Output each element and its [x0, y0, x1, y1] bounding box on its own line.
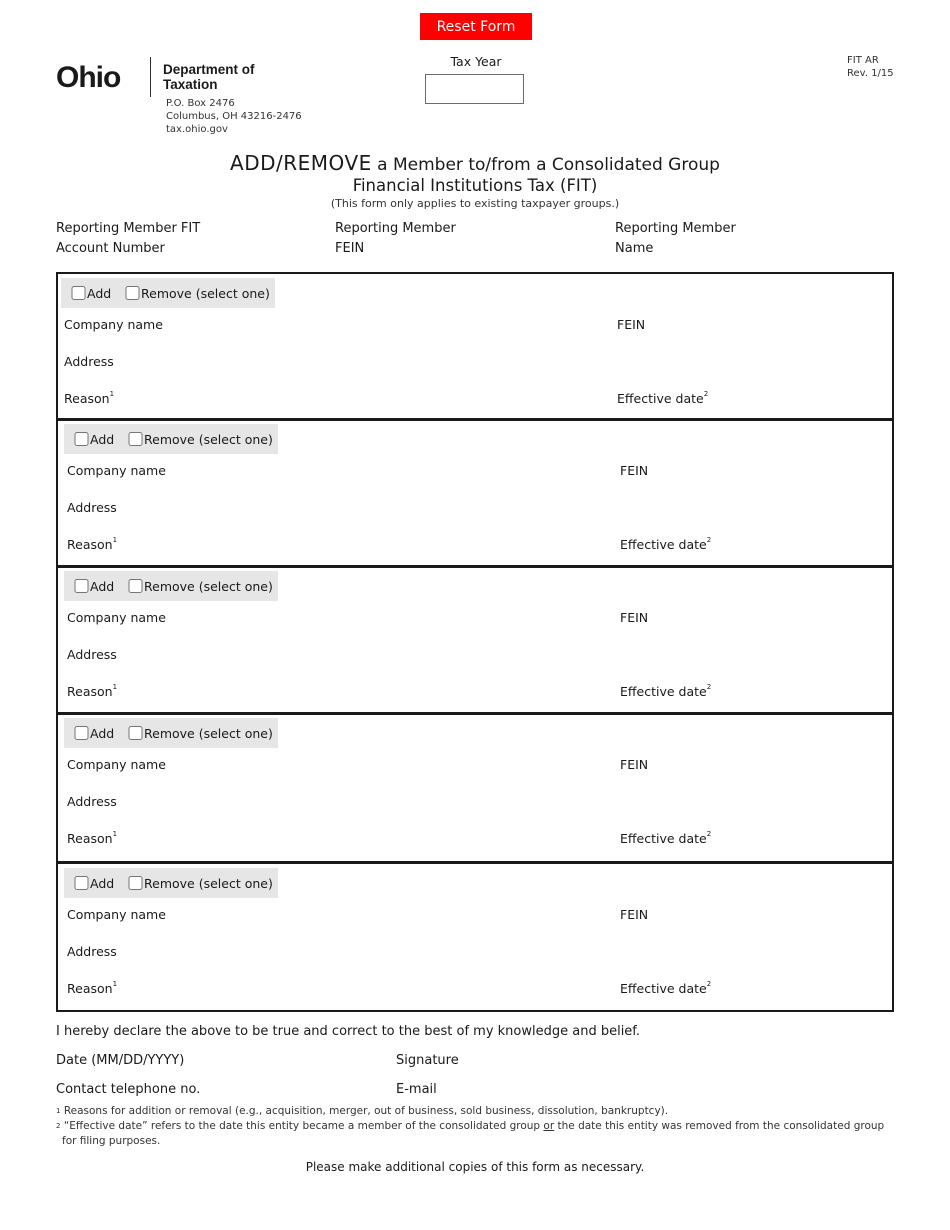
add-remove-selector [64, 571, 278, 601]
add-remove-selector [64, 868, 278, 898]
company-name-input[interactable] [169, 458, 608, 475]
effective-date-label [620, 981, 711, 996]
footnote-2 [56, 1119, 906, 1134]
remove-label: Remove (select one) [141, 286, 270, 301]
address-line3: tax.ohio.gov [166, 124, 228, 135]
company-name-label: Company name [67, 757, 166, 772]
department-line1: Department of [163, 62, 255, 77]
effective-date-label-text: Effective date [620, 831, 707, 846]
member-block [58, 274, 892, 420]
add-remove-selector [61, 278, 275, 308]
reporting-fein-label-line1: Reporting Member [335, 221, 456, 236]
reason-input[interactable] [120, 532, 608, 549]
effective-date-label [617, 391, 708, 406]
company-name-input[interactable] [169, 605, 608, 622]
copies-note: Please make additional copies of this form as necessary. [305, 1160, 645, 1174]
add-checkbox[interactable] [71, 286, 86, 300]
reason-label [67, 684, 117, 699]
address-input[interactable] [120, 495, 887, 512]
reason-label [67, 537, 117, 552]
remove-checkbox[interactable] [128, 579, 143, 593]
remove-label: Remove (select one) [144, 432, 273, 447]
department-address [166, 97, 302, 136]
footnote-2-continued: for filing purposes. [62, 1135, 161, 1147]
company-name-input[interactable] [166, 312, 605, 329]
add-label: Add [90, 432, 115, 447]
member-fein-input[interactable] [653, 902, 887, 919]
remove-label: Remove (select one) [144, 876, 273, 891]
company-name-label: Company name [67, 463, 166, 478]
footnote-1 [56, 1104, 668, 1119]
footnote-1-number: 1 [56, 1107, 61, 1115]
member-block [58, 567, 892, 713]
add-checkbox[interactable] [74, 726, 89, 740]
company-name-label: Company name [64, 317, 163, 332]
reason-footnote-marker: 1 [112, 683, 118, 691]
member-fein-input[interactable] [650, 312, 884, 329]
address-input[interactable] [120, 642, 887, 659]
footnote-2-text-b: the date this entity was removed from the consolidated group [554, 1120, 885, 1132]
reason-label-text: Reason [67, 831, 113, 846]
effective-date-footnote-marker: 2 [706, 683, 712, 691]
ohio-logo: Ohio [56, 61, 121, 94]
reason-label [67, 831, 117, 846]
phone-input[interactable] [205, 1080, 390, 1097]
member-fein-label: FEIN [620, 610, 649, 625]
address-label: Address [67, 794, 117, 809]
company-name-label: Company name [67, 610, 166, 625]
reporting-name-input[interactable] [655, 239, 893, 256]
effective-date-input[interactable] [713, 976, 887, 993]
tax-year-input[interactable] [425, 74, 524, 104]
reporting-name-label-line1: Reporting Member [615, 221, 736, 236]
effective-date-footnote-marker: 2 [703, 390, 709, 398]
effective-date-label [620, 537, 711, 552]
logo-divider [150, 57, 151, 97]
add-checkbox[interactable] [74, 432, 89, 446]
reason-footnote-marker: 1 [112, 830, 118, 838]
department-line2: Taxation [163, 77, 218, 92]
footnote-2-text-a: “Effective date” refers to the date this entity became a member of the consolidated group [63, 1120, 544, 1132]
reason-input[interactable] [120, 679, 608, 696]
member-fein-input[interactable] [653, 752, 887, 769]
address-label: Address [67, 944, 117, 959]
reporting-account-label-line1: Reporting Member FIT [56, 221, 201, 236]
members-box [56, 272, 894, 1012]
effective-date-label-text: Effective date [620, 537, 707, 552]
effective-date-input[interactable] [713, 679, 887, 696]
reporting-fein-label-line2: FEIN [335, 241, 365, 256]
effective-date-label [620, 684, 711, 699]
add-label: Add [90, 876, 115, 891]
address-label: Address [67, 647, 117, 662]
member-fein-input[interactable] [653, 605, 887, 622]
effective-date-input[interactable] [713, 532, 887, 549]
add-label: Add [87, 286, 112, 301]
remove-label: Remove (select one) [144, 726, 273, 741]
remove-checkbox[interactable] [128, 726, 143, 740]
address-input[interactable] [117, 349, 884, 366]
form-revision: Rev. 1/15 [847, 68, 894, 79]
add-label: Add [90, 579, 115, 594]
add-checkbox[interactable] [74, 876, 89, 890]
form-title-rest: a Member to/from a Consolidated Group [371, 155, 720, 175]
reason-footnote-marker: 1 [112, 980, 118, 988]
effective-date-input[interactable] [710, 386, 884, 403]
add-checkbox[interactable] [74, 579, 89, 593]
company-name-input[interactable] [169, 752, 608, 769]
reason-footnote-marker: 1 [109, 390, 115, 398]
reporting-fein-input[interactable] [369, 239, 610, 256]
footnote-2-or: or [543, 1120, 555, 1132]
reason-label [64, 391, 114, 406]
effective-date-label [620, 831, 711, 846]
member-fein-label: FEIN [620, 463, 649, 478]
phone-label: Contact telephone no. [56, 1082, 201, 1097]
reason-footnote-marker: 1 [112, 536, 118, 544]
reason-label-text: Reason [67, 537, 113, 552]
form-identifier [847, 54, 894, 80]
reason-label-text: Reason [64, 391, 110, 406]
company-name-label: Company name [67, 907, 166, 922]
member-fein-label: FEIN [620, 907, 649, 922]
reason-label [67, 981, 117, 996]
reporting-account-label-line2: Account Number [56, 241, 165, 256]
member-fein-label: FEIN [620, 757, 649, 772]
reporting-name-label-line2: Name [615, 241, 654, 256]
effective-date-input[interactable] [713, 826, 887, 843]
member-fein-label: FEIN [617, 317, 646, 332]
effective-date-footnote-marker: 2 [706, 980, 712, 988]
member-block [58, 864, 892, 1010]
department-name [163, 62, 255, 92]
remove-label: Remove (select one) [144, 579, 273, 594]
effective-date-footnote-marker: 2 [706, 536, 712, 544]
email-label: E-mail [396, 1082, 437, 1097]
signature-input[interactable] [462, 1051, 893, 1068]
reason-label-text: Reason [67, 981, 113, 996]
reason-input[interactable] [120, 826, 608, 843]
effective-date-label-text: Effective date [617, 391, 704, 406]
add-remove-selector [64, 424, 278, 454]
remove-checkbox[interactable] [128, 876, 143, 890]
reason-input[interactable] [117, 386, 605, 403]
effective-date-label-text: Effective date [620, 684, 707, 699]
form-id: FIT AR [847, 55, 879, 66]
tax-year-label: Tax Year [450, 54, 502, 69]
declaration-text: I hereby declare the above to be true and correct to the best of my knowledge and belief. [56, 1024, 641, 1039]
form-applicability-note: (This form only applies to existing taxpayer groups.) [330, 197, 620, 210]
member-block [58, 420, 892, 566]
address-line2: Columbus, OH 43216-2476 [166, 111, 302, 122]
email-input[interactable] [441, 1080, 893, 1097]
effective-date-footnote-marker: 2 [706, 830, 712, 838]
form-title [0, 151, 950, 175]
form-subtitle: Financial Institutions Tax (FIT) [352, 176, 598, 195]
remove-checkbox[interactable] [125, 286, 140, 300]
reset-form-button[interactable]: Reset Form [420, 13, 532, 40]
date-label: Date (MM/DD/YYYY) [56, 1053, 185, 1068]
effective-date-label-text: Effective date [620, 981, 707, 996]
address-label: Address [67, 500, 117, 515]
add-remove-selector [64, 718, 278, 748]
form-title-action: ADD/REMOVE [230, 151, 372, 175]
footnote-2-number: 2 [56, 1122, 61, 1130]
address-input[interactable] [120, 789, 887, 806]
date-input[interactable] [190, 1051, 390, 1068]
remove-checkbox[interactable] [128, 432, 143, 446]
reason-label-text: Reason [67, 684, 113, 699]
reporting-account-number-input[interactable] [171, 239, 331, 256]
signature-label: Signature [396, 1053, 459, 1068]
address-label: Address [64, 354, 114, 369]
member-block [58, 714, 892, 860]
address-input[interactable] [120, 939, 887, 956]
member-fein-input[interactable] [653, 458, 887, 475]
add-label: Add [90, 726, 115, 741]
reason-input[interactable] [120, 976, 608, 993]
company-name-input[interactable] [169, 902, 608, 919]
footnote-1-text: Reasons for addition or removal (e.g., acquisition, merger, out of business, sold business, dissolution, bankruptcy). [63, 1105, 669, 1117]
address-line1: P.O. Box 2476 [166, 98, 235, 109]
